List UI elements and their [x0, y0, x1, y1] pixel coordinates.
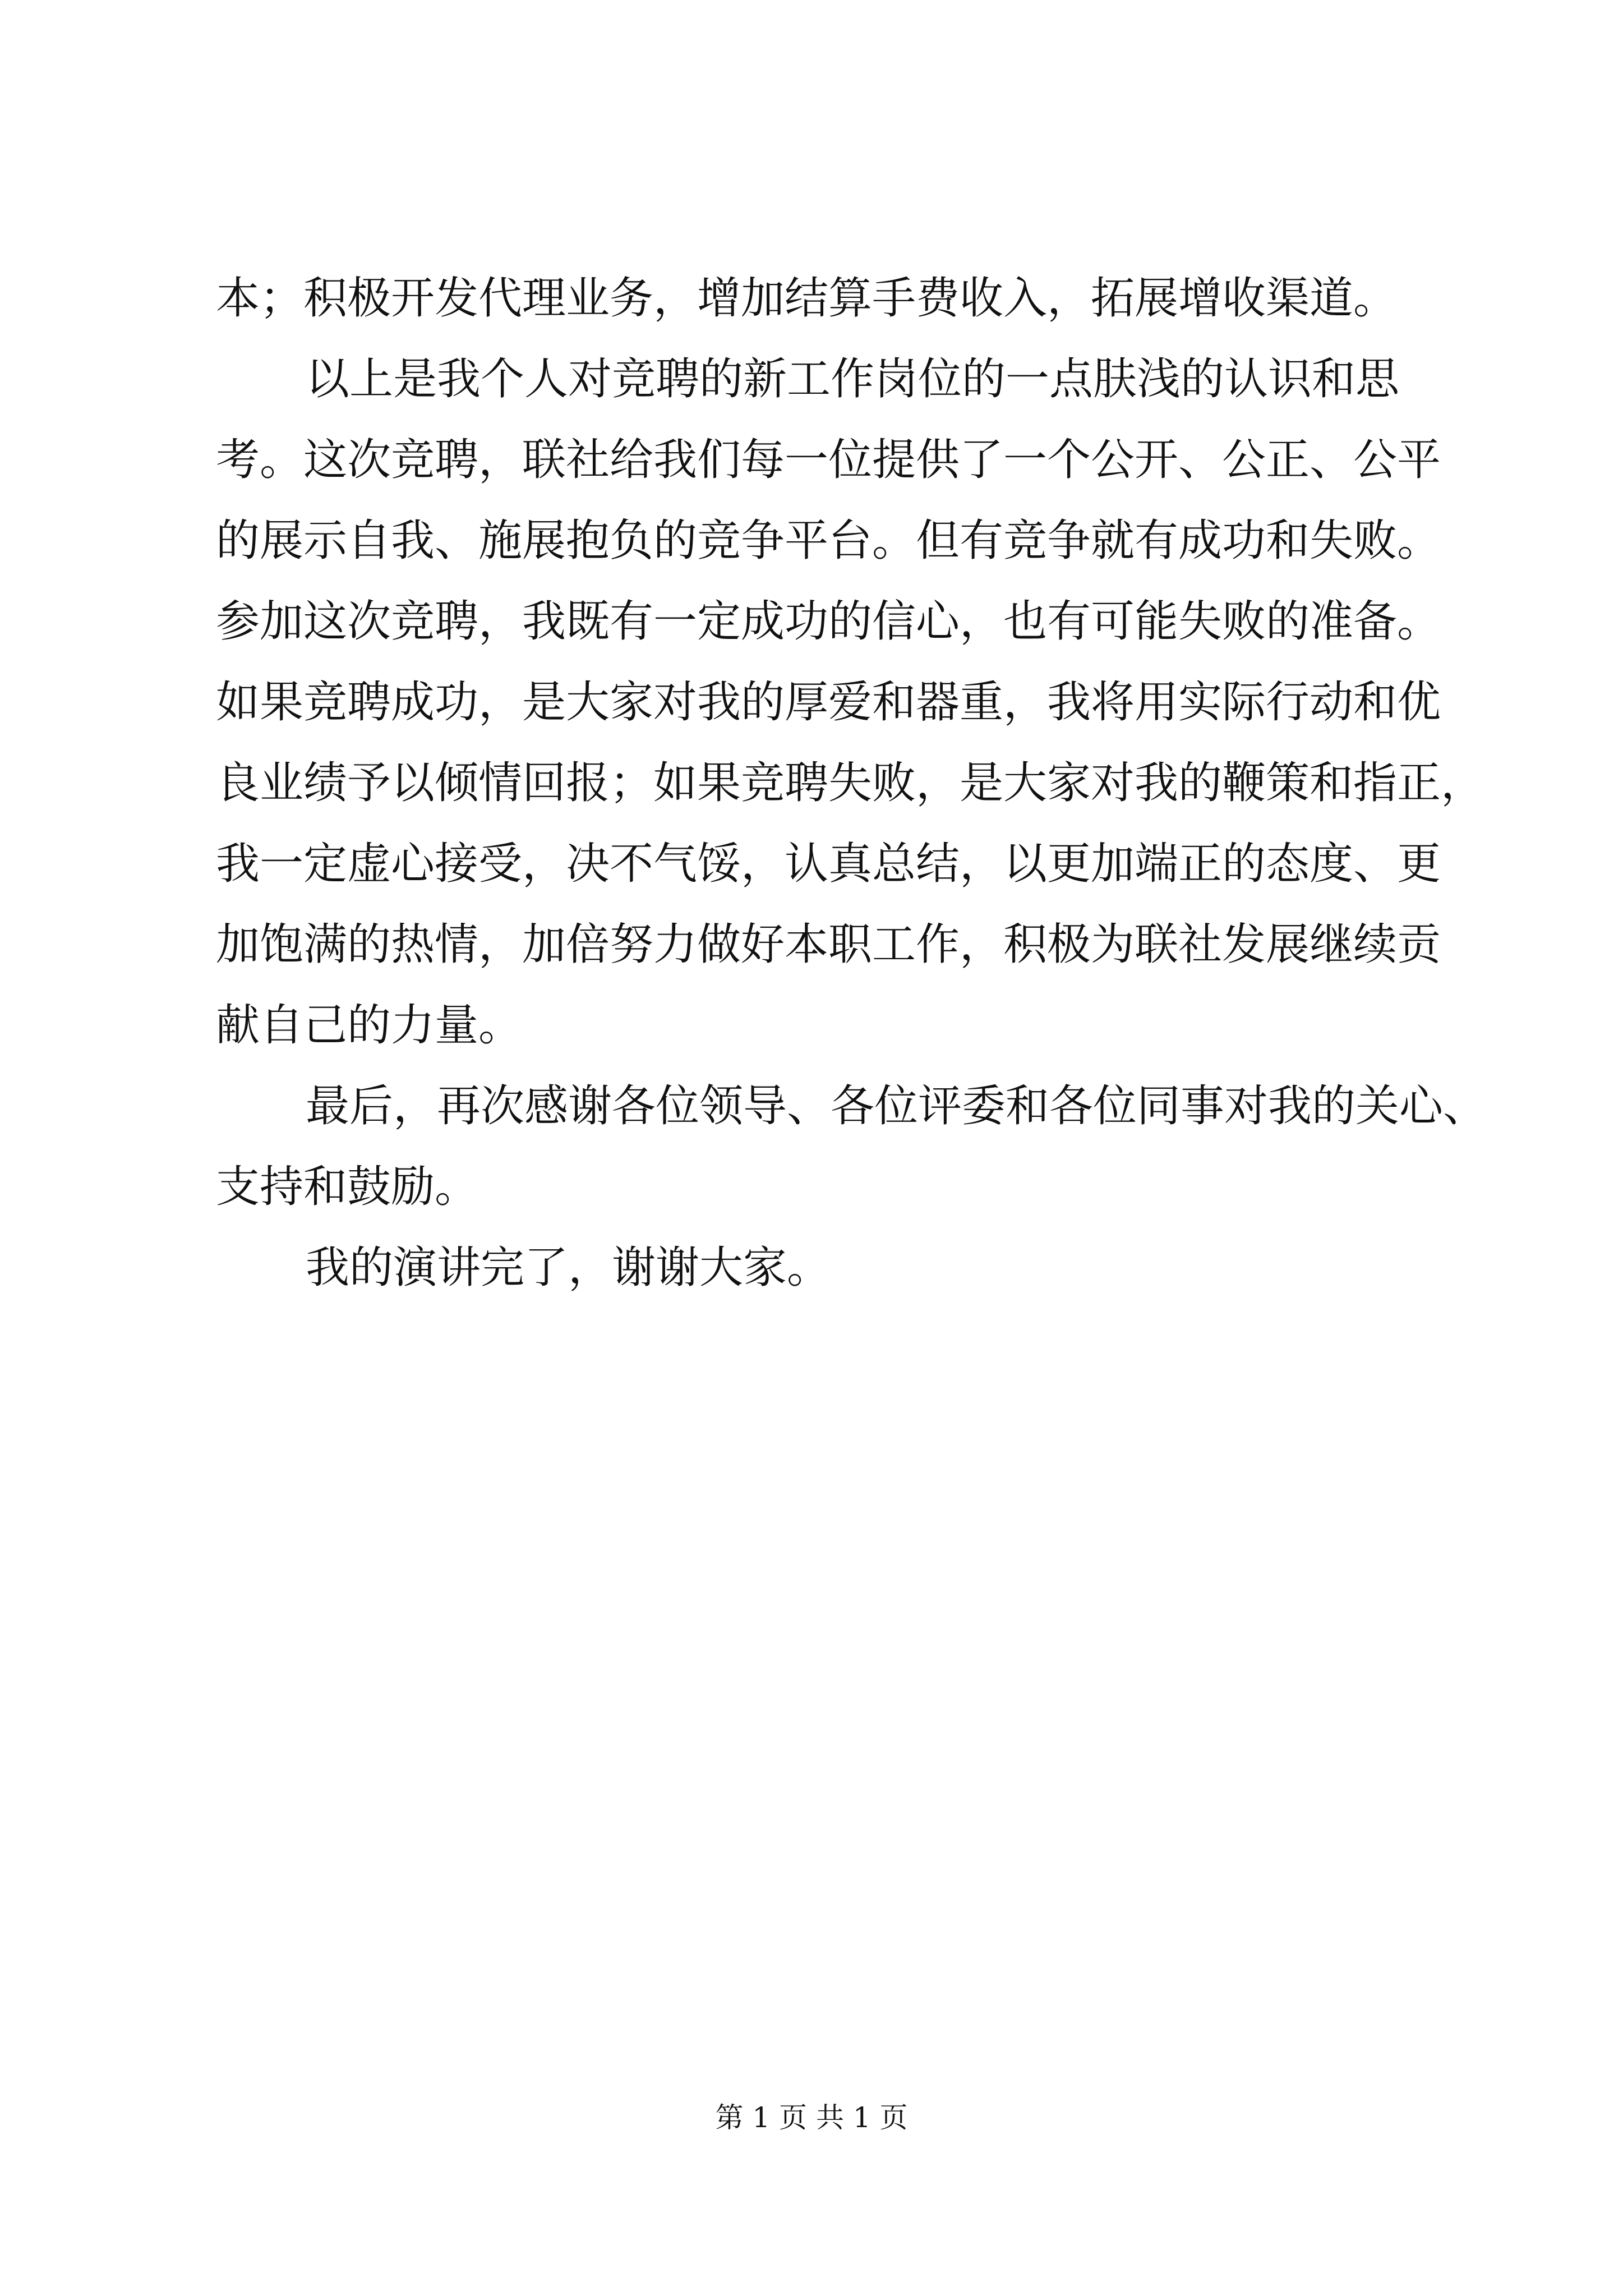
paragraph-line: 良业绩予以倾情回报；如果竞聘失败，是大家对我的鞭策和指正， — [216, 758, 1485, 808]
paragraph-line: 的展示自我、施展抱负的竞争平台。但有竞争就有成功和失败。 — [216, 516, 1441, 566]
paragraph-line: 参加这次竞聘，我既有一定成功的信心，也有可能失败的准备。 — [216, 596, 1441, 647]
paragraph-line: 考。这次竞聘，联社给我们每一位提供了一个公开、公正、公平 — [216, 435, 1441, 485]
paragraph-line: 本；积极开发代理业务，增加结算手费收入，拓展增收渠道。 — [216, 273, 1398, 324]
paragraph-line: 我的演讲完了，谢谢大家。 — [306, 1243, 831, 1293]
paragraph-line: 加饱满的热情，加倍努力做好本职工作，积极为联社发展继续贡 — [216, 919, 1441, 970]
document-body — [216, 258, 1487, 1308]
paragraph-line: 支持和鼓励。 — [216, 1162, 479, 1212]
paragraph-line: 我一定虚心接受，决不气馁，认真总结，以更加端正的态度、更 — [216, 839, 1441, 889]
paragraph-line: 献自己的力量。 — [216, 1000, 523, 1051]
paragraph-line: 如果竞聘成功，是大家对我的厚爱和器重，我将用实际行动和优 — [216, 677, 1441, 728]
paragraph-line: 以上是我个人对竞聘的新工作岗位的一点肤浅的认识和思 — [306, 354, 1400, 404]
paragraph-line: 最后，再次感谢各位领导、各位评委和各位同事对我的关心、 — [306, 1081, 1487, 1131]
page-footer: 第 1 页 共 1 页 — [715, 2101, 908, 2134]
